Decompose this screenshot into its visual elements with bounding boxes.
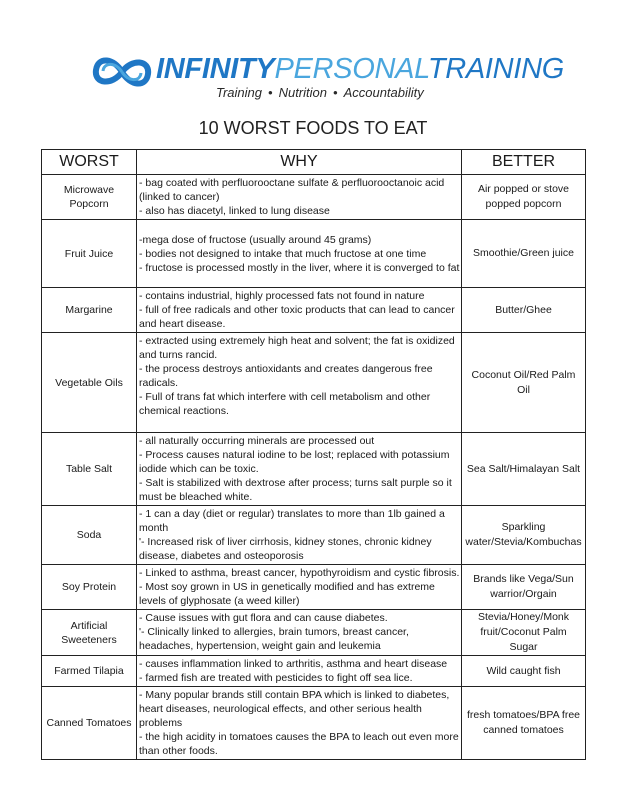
why-line: - Many popular brands still contain BPA which is linked to diabetes, heart diseases, neurological effects, and other serious health problems [139, 689, 450, 729]
better-food-cell: Smoothie/Green juice [462, 220, 586, 288]
why-line: - all naturally occurring minerals are processed out [139, 435, 375, 447]
worst-food-cell: Artificial Sweeteners [42, 610, 137, 656]
table-header-row [42, 150, 586, 175]
worst-food-cell: Soy Protein [42, 565, 137, 610]
why-line: - extracted using extremely high heat and solvent; the fat is oxidized and turns rancid. [139, 335, 455, 361]
tagline-item: Training [216, 85, 263, 100]
why-line: - Salt is stabilized with dextrose after process; turns salt purple so it must be bleached white. [139, 477, 452, 503]
worst-food-cell: Table Salt [42, 433, 137, 506]
why-line: - the high acidity in tomatoes causes the BPA to leach out even more than other foods. [139, 731, 459, 757]
better-food-cell: Stevia/Honey/Monk fruit/Coconut Palm Sugar [462, 610, 586, 656]
why-cell [137, 220, 462, 288]
why-line: - fructose is processed mostly in the liver, where it is converged to fat [139, 261, 460, 274]
table-row [42, 656, 586, 687]
header-worst: WORST [42, 150, 137, 175]
brand-name [156, 53, 564, 85]
tagline-item: Nutrition [278, 85, 327, 100]
worst-food-cell: Microwave Popcorn [42, 175, 137, 220]
table-row [42, 433, 586, 506]
table-row [42, 175, 586, 220]
why-cell [137, 288, 462, 333]
why-line: - Process causes natural iodine to be lost; replaced with potassium iodide which can be toxic. [139, 449, 450, 475]
better-food-cell: Brands like Vega/Sun warrior/Orgain [462, 565, 586, 610]
brand-name-part2: PERSONAL [274, 53, 428, 85]
infinity-logo-icon [92, 52, 152, 92]
why-line: - the process destroys antioxidants and creates dangerous free radicals. [139, 363, 433, 389]
brand-logo [92, 44, 564, 106]
table-row [42, 506, 586, 565]
why-cell [137, 656, 462, 687]
worst-food-cell: Margarine [42, 288, 137, 333]
table-row [42, 288, 586, 333]
why-cell [137, 333, 462, 433]
table-row [42, 333, 586, 433]
foods-table [41, 149, 586, 760]
brand-name-part1: INFINITY [156, 53, 275, 85]
worst-food-cell: Soda [42, 506, 137, 565]
brand-tagline [216, 85, 424, 100]
tagline-separator: • [333, 85, 338, 100]
why-line: - Most soy grown in US in genetically modified and has extreme levels of glyphosate (a weed killer) [139, 581, 435, 607]
why-line: - also has diacetyl, linked to lung disease [139, 205, 330, 217]
tagline-item: Accountability [343, 85, 424, 100]
header-why: WHY [137, 150, 462, 175]
worst-food-cell: Vegetable Oils [42, 333, 137, 433]
better-food-cell: fresh tomatoes/BPA free canned tomatoes [462, 687, 586, 760]
why-line: - causes inflammation linked to arthritis, asthma and heart disease [139, 658, 448, 670]
why-line: - full of free radicals and other toxic products that can lead to cancer and heart disease. [139, 304, 455, 330]
table-row [42, 687, 586, 760]
why-line: - 1 can a day (diet or regular) translates to more than 1lb gained a month [139, 508, 445, 534]
worst-food-cell: Canned Tomatoes [42, 687, 137, 760]
why-line: - Cause issues with gut flora and can cause diabetes. [139, 612, 388, 624]
table-row [42, 565, 586, 610]
why-line: - bag coated with perfluorooctane sulfate & perfluorooctanoic acid (linked to cancer) [139, 177, 445, 203]
better-food-cell: Air popped or stove popped popcorn [462, 175, 586, 220]
why-line: - contains industrial, highly processed fats not found in nature [139, 290, 425, 302]
why-line: - farmed fish are treated with pesticides to fight off sea lice. [139, 672, 413, 684]
why-line: - bodies not designed to intake that much fructose at one time [139, 247, 427, 260]
why-cell [137, 687, 462, 760]
why-line: '- Increased risk of liver cirrhosis, kidney stones, chronic kidney disease, diabetes and osteoporosis [139, 536, 432, 562]
why-cell [137, 506, 462, 565]
tagline-separator: • [268, 85, 273, 100]
why-line: - Linked to asthma, breast cancer, hypothyroidism and cystic fibrosis. [139, 567, 460, 579]
brand-name-part3: TRAINING [427, 53, 564, 85]
better-food-cell: Sparkling water/Stevia/Kombuchas [462, 506, 586, 565]
worst-food-cell: Farmed Tilapia [42, 656, 137, 687]
worst-food-cell: Fruit Juice [42, 220, 137, 288]
why-line: - Full of trans fat which interfere with cell metabolism and other chemical reactions. [139, 391, 431, 417]
table-row [42, 220, 586, 288]
header-better: BETTER [462, 150, 586, 175]
better-food-cell: Butter/Ghee [462, 288, 586, 333]
why-line: -mega dose of fructose (usually around 45 grams) [139, 233, 372, 246]
page-title: 10 WORST FOODS TO EAT [198, 118, 428, 138]
better-food-cell: Coconut Oil/Red Palm Oil [462, 333, 586, 433]
why-cell [137, 610, 462, 656]
why-cell [137, 565, 462, 610]
why-cell [137, 175, 462, 220]
why-line: '- Clinically linked to allergies, brain tumors, breast cancer, headaches, hypertension, weight gain and leukemia [139, 626, 409, 652]
better-food-cell: Wild caught fish [462, 656, 586, 687]
why-cell [137, 433, 462, 506]
better-food-cell: Sea Salt/Himalayan Salt [462, 433, 586, 506]
table-row [42, 610, 586, 656]
